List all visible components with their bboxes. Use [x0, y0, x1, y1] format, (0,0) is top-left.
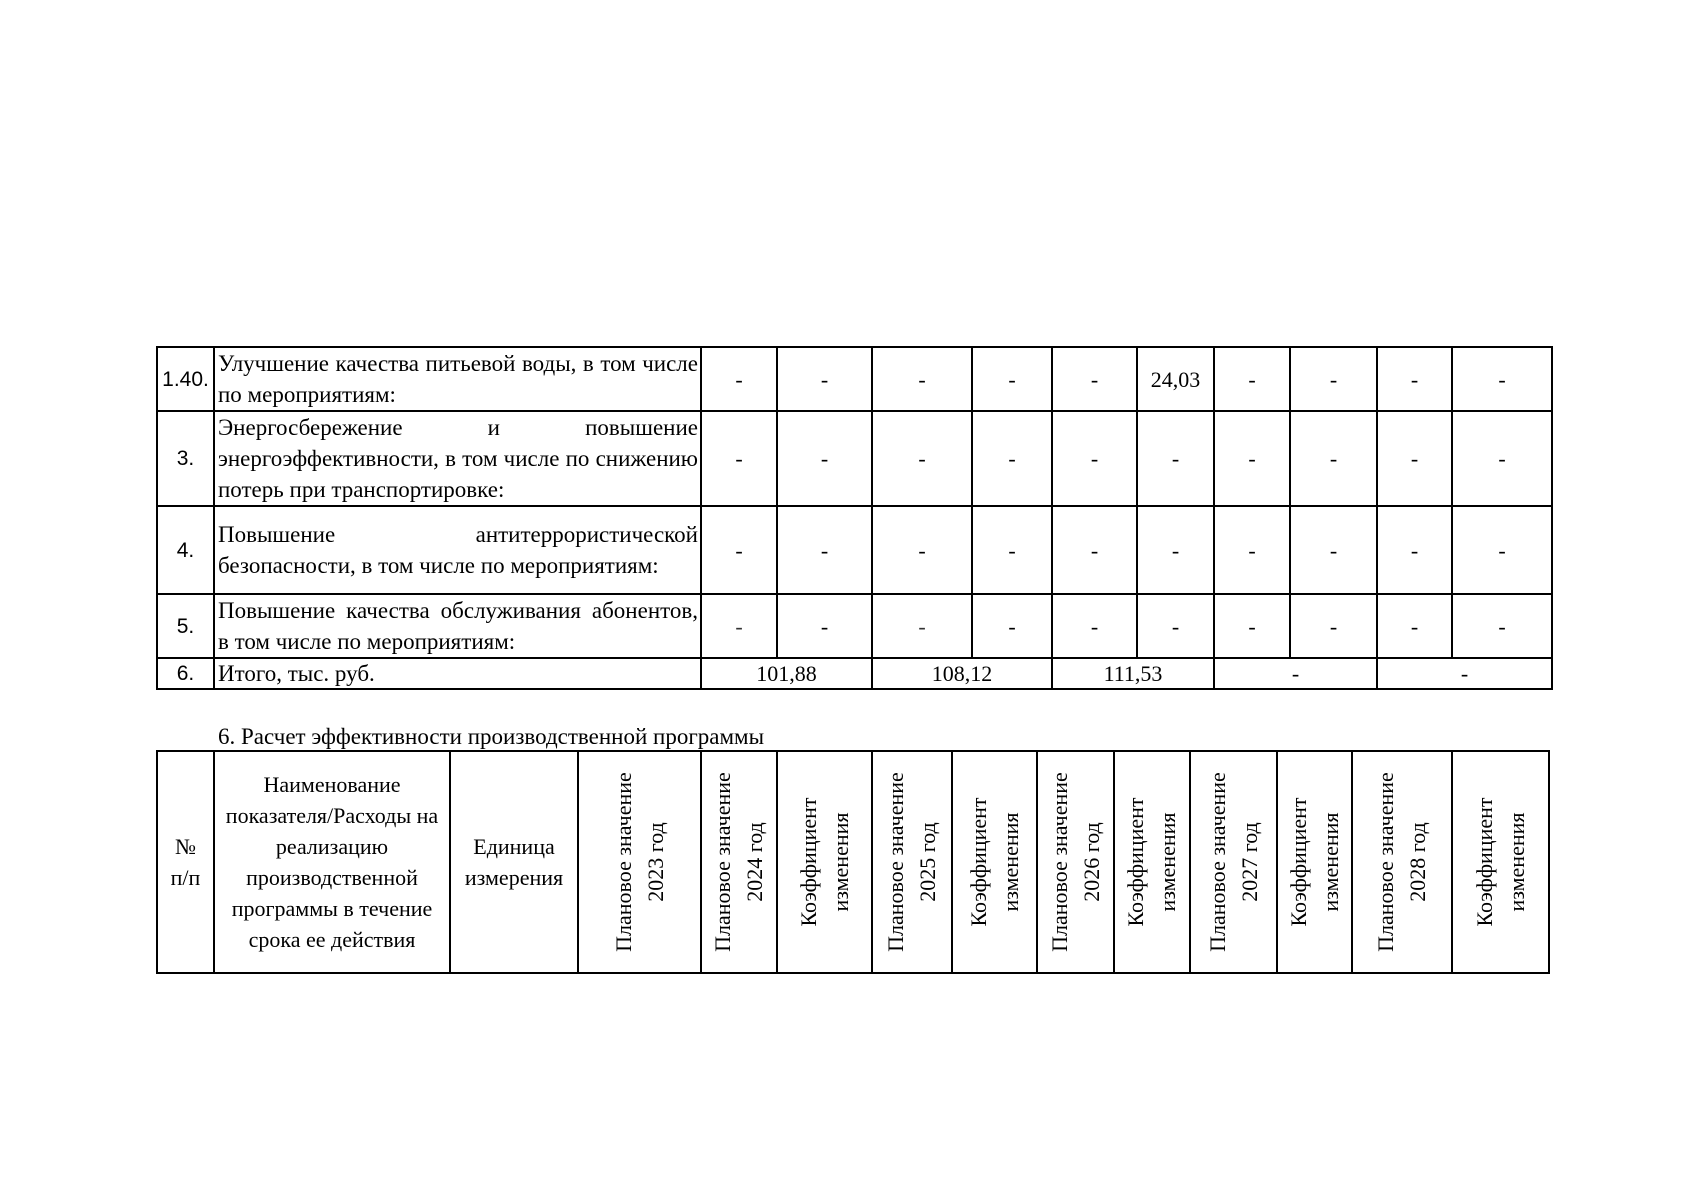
table-cell: -	[872, 411, 972, 506]
table-cell: -	[1137, 411, 1214, 506]
table-cell: -	[701, 506, 777, 594]
table-cell: -	[701, 347, 777, 411]
table-cell: -	[1452, 347, 1552, 411]
table-cell: -	[701, 411, 777, 506]
header-plan-2025-text: Плановое значение 2025 год	[883, 772, 940, 952]
table-cell: -	[1290, 506, 1377, 594]
table-cell: -	[1214, 506, 1290, 594]
total-row	[157, 658, 1552, 689]
table-cell: -	[1137, 506, 1214, 594]
header-coef-2027-text: Коэффициент изменения	[1285, 797, 1343, 927]
row-number: 3.	[157, 411, 214, 506]
table-cell: -	[1452, 594, 1552, 658]
header-plan-2024-text: Плановое значение 2024 год	[710, 772, 767, 952]
header-plan-2027-text: Плановое значение 2027 год	[1204, 772, 1262, 952]
header-coef-2026-text: Коэффициент изменения	[1123, 797, 1180, 927]
table-cell: -	[1052, 506, 1137, 594]
table-cell: -	[1290, 594, 1377, 658]
header-plan-2026	[1037, 751, 1114, 973]
header-num: № п/п	[157, 751, 214, 973]
total-2023-2024: 101,88	[701, 658, 872, 689]
header-plan-2028	[1352, 751, 1452, 973]
table-row	[157, 347, 1552, 411]
table-cell: -	[1052, 347, 1137, 411]
table-cell: -	[1052, 594, 1137, 658]
header-plan-2028-text: Плановое значение 2028 год	[1373, 772, 1430, 952]
table-cell: -	[701, 594, 777, 658]
table-cell: -	[1290, 411, 1377, 506]
header-coef-2024	[777, 751, 872, 973]
header-coef-2025-text: Коэффициент изменения	[965, 797, 1023, 927]
table-cell: -	[1290, 347, 1377, 411]
table-cell: -	[1214, 347, 1290, 411]
total-2027: -	[1214, 658, 1377, 689]
table-cell: -	[777, 594, 872, 658]
table-cell: -	[777, 347, 872, 411]
row-number: 1.40.	[157, 347, 214, 411]
table-cell: -	[1377, 411, 1452, 506]
table-cell: -	[777, 506, 872, 594]
table-cell: -	[1377, 347, 1452, 411]
total-2025: 108,12	[872, 658, 1052, 689]
header-coef-2028	[1452, 751, 1549, 973]
header-plan-2024	[701, 751, 777, 973]
header-coef-2024-text: Коэффициент изменения	[795, 797, 853, 927]
efficiency-table	[156, 750, 1550, 974]
table-cell: -	[1452, 506, 1552, 594]
header-row	[157, 751, 1549, 973]
table-cell: -	[972, 594, 1052, 658]
row-name: Повышение качества обслуживания абонентов, в том числе по мероприятиям:	[214, 594, 701, 658]
header-plan-2023	[578, 751, 701, 973]
header-unit: Единица измерения	[450, 751, 578, 973]
table-row	[157, 594, 1552, 658]
header-plan-2027	[1190, 751, 1277, 973]
table-cell: -	[1214, 594, 1290, 658]
table-cell: -	[872, 506, 972, 594]
table-cell: -	[1377, 506, 1452, 594]
row-number: 5.	[157, 594, 214, 658]
table-row	[157, 411, 1552, 506]
row-name: Энергосбережение и повышение энергоэффективности, в том числе по снижению потерь при транспортировке:	[214, 411, 701, 506]
row-name-text: Улучшение качества питьевой воды, в том числе по мероприятиям:	[218, 351, 698, 407]
header-coef-2027	[1277, 751, 1352, 973]
row-number: 4.	[157, 506, 214, 594]
table-cell: -	[777, 411, 872, 506]
table-row	[157, 506, 1552, 594]
table-cell: -	[1052, 411, 1137, 506]
header-name: Наименование показателя/Расходы на реализацию производственной программы в течение срока ее действия	[214, 751, 450, 973]
row-name: Повышение антитеррористической безопасности, в том числе по мероприятиям:	[214, 506, 701, 594]
table-cell: -	[972, 411, 1052, 506]
expenses-table	[156, 346, 1553, 690]
table-cell: -	[872, 594, 972, 658]
row-name	[214, 347, 701, 411]
table-cell: -	[872, 347, 972, 411]
table-cell: -	[972, 347, 1052, 411]
total-2028: -	[1377, 658, 1552, 689]
header-coef-2025	[952, 751, 1037, 973]
total-label: Итого, тыс. руб.	[214, 658, 701, 689]
header-plan-2026-text: Плановое значение 2026 год	[1046, 772, 1104, 952]
row-number: 6.	[157, 658, 214, 689]
table-cell: -	[1377, 594, 1452, 658]
header-plan-2023-text: Плановое значение 2023 год	[610, 772, 668, 952]
header-plan-2025	[872, 751, 952, 973]
table-cell: -	[972, 506, 1052, 594]
table-cell: -	[1214, 411, 1290, 506]
section-caption: 6. Расчет эффективности производственной программы	[218, 724, 765, 749]
total-2026: 111,53	[1052, 658, 1214, 689]
header-coef-2026	[1114, 751, 1190, 973]
table-cell: -	[1452, 411, 1552, 506]
table-cell: 24,03	[1137, 347, 1214, 411]
header-coef-2028-text: Коэффициент изменения	[1471, 797, 1529, 927]
table-cell: -	[1137, 594, 1214, 658]
